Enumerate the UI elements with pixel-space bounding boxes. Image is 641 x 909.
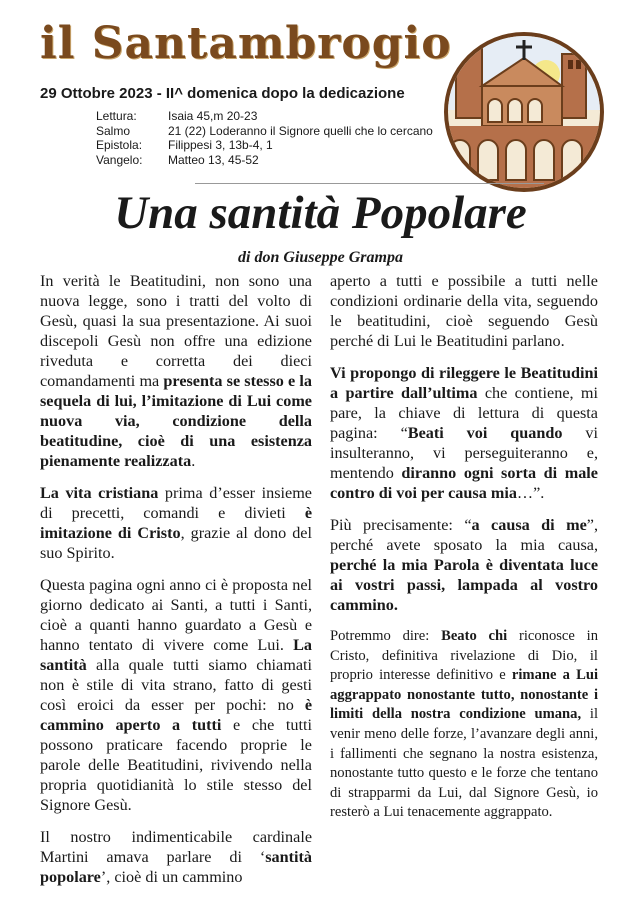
church-logo (442, 30, 607, 195)
paragraph: Il nostro indimenticabile cardinale Martini amava parlare di ‘santità popolare’, cioè di un cammino (40, 828, 312, 886)
article-byline: di don Giuseppe Grampa (238, 249, 403, 266)
paragraph: In verità le Beatitudini, non sono una nuova legge, sono i tratti del volto di Gesù, quasi la sua presentazione. Ai suoi discepoli Gesù non offre una edizione riveduta e corretta dei dieci comandamenti ma presenta se stesso e la sequela di lui, l’imitazione di Lui come nuova via, condizione della beatitudine, cioè di una esistenza pienamente realizzata. (40, 272, 312, 470)
article-column-right (330, 271, 598, 835)
article-column-left (40, 271, 312, 899)
paragraph: aperto a tutti e possibile a tutti nelle condizioni ordinarie della vita, seguendo le beatitudini, cioè seguendo Gesù perché di Lui le Beatitudini parlano. (330, 272, 598, 350)
reading-row: Vangelo: Matteo 13, 45-52 (96, 152, 259, 167)
article-title: Una santità Popolare (114, 187, 527, 239)
paragraph: Più precisamente: “a causa di me”, perché avete sposato la mia causa, perché la mia Parola è diventata luce ai vostri passi, lampada al vostro cammino. (330, 516, 598, 614)
readings-list (96, 109, 433, 167)
paragraph: Potremmo dire: Beato chi riconosce in Cristo, definitiva rivelazione di Dio, il proprio interesse definitivo e rimane a Lui aggrappato nonostante tutto, nonostante i limiti della nostra condizione umana, il venir meno delle forze, l’avanzare degli anni, i fallimenti che segnano la nostra esistenza, nonostante tutto questo e le forze che tentano di strapparmi da Lui, dal Signore Gesù, io resterò a Lui tenacemente aggrappato. (330, 628, 598, 821)
masthead-title: il Santambrogio (40, 18, 452, 69)
dateline: 29 Ottobre 2023 - II^ domenica dopo la dedicazione (40, 85, 405, 102)
paragraph: La vita cristiana prima d’esser insieme di precetti, comandi e divieti è imitazione di Cristo, grazie al dono del suo Spirito. (40, 484, 312, 562)
title-divider (195, 183, 544, 184)
reading-row: Lettura: Isaia 45,m 20-23 (96, 109, 258, 123)
paragraph: Questa pagina ogni anno ci è proposta nel giorno dedicato ai Santi, a tutti i Santi, cioè a quanti hanno guardato a Gesù e hanno tentato di vivere come Lui. La santità alla quale tutti siamo chiamati non è stile di vita strano, fatto di gesti così eroici da esser per pochi: no è cammino aperto a tutti e che tutti possono praticare facendo proprie le parole delle Beatitudini, rivivendo nella propria quotidianità lo stile stesso del Signore Gesù. (40, 576, 313, 814)
paragraph: Vi propongo di rileggere le Beatitudini a partire dall’ultima che contiene, mi pare, la chiave di lettura di questa pagina: “Beati voi quando vi insulteranno, vi perseguiteranno e, mentendo diranno ogni sorta di male contro di voi per causa mia…”. (330, 364, 598, 502)
reading-row: Salmo 21 (22) Loderanno il Signore quelli che lo cercano (96, 123, 433, 138)
reading-row: Epistola: Filippesi 3, 13b-4, 1 (96, 138, 273, 153)
